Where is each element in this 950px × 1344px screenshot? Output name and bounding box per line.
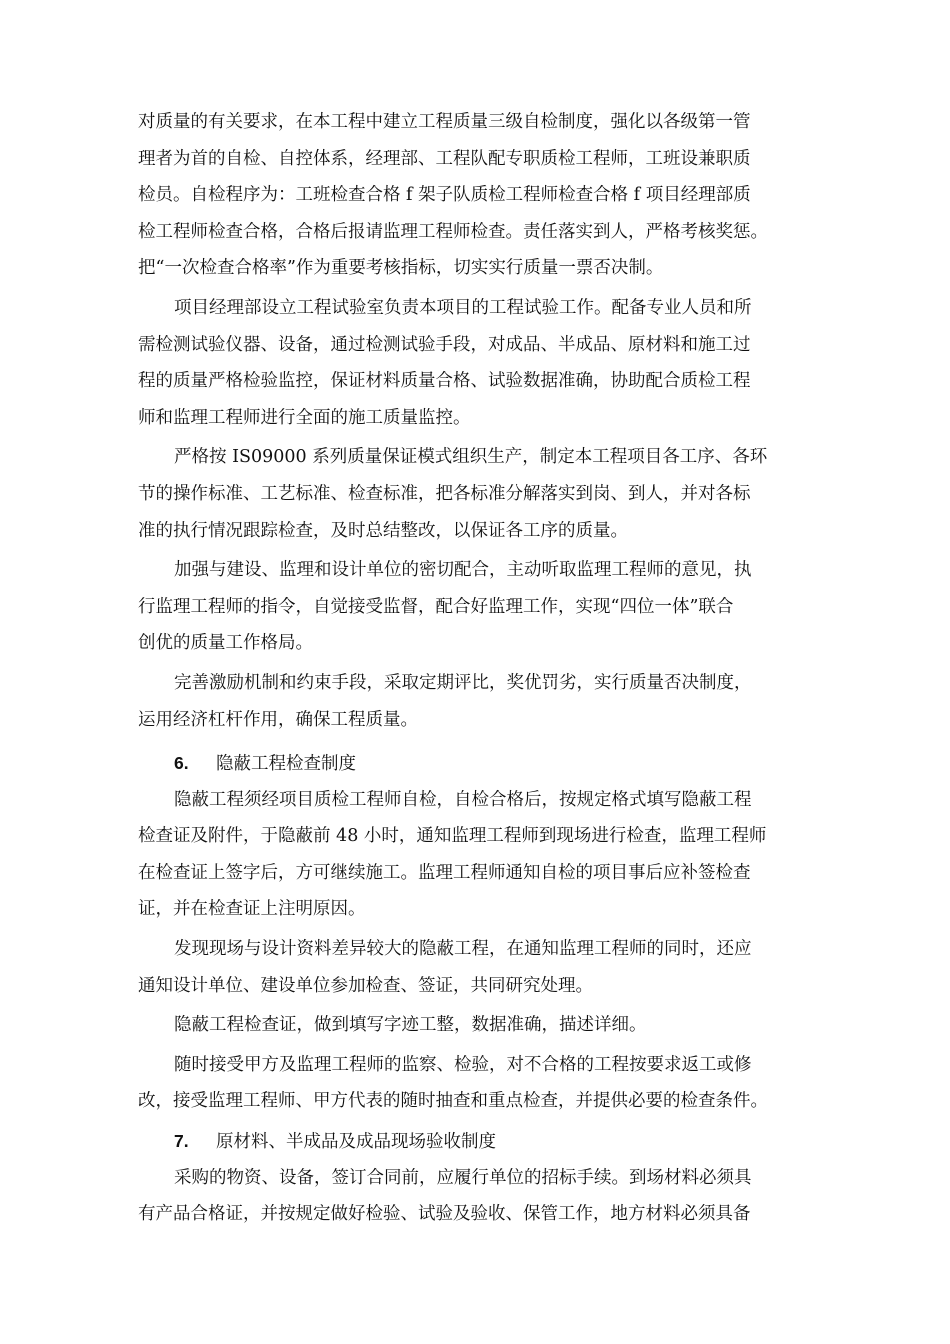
text-line: 运用经济杠杆作用，确保工程质量。 xyxy=(138,709,418,730)
text-line: 有产品合格证，并按规定做好检验、试验及验收、保管工作，地方材料必须具备 xyxy=(138,1204,751,1225)
paragraph xyxy=(138,931,828,1004)
paragraph xyxy=(138,1160,828,1233)
paragraph xyxy=(138,1047,828,1120)
text-line: 师和监理工程师进行全面的施工质量监控。 xyxy=(138,407,471,428)
text-line: 采购的物资、设备，签订合同前，应履行单位的招标手续。到场材料必须具 xyxy=(174,1167,752,1188)
text-line: 把“一次检查合格率”作为重要考核指标，切实实行质量一票否决制。 xyxy=(138,258,664,279)
text-line: 改，接受监理工程师、甲方代表的随时抽查和重点检查，并提供必要的检查条件。 xyxy=(138,1091,768,1112)
paragraph xyxy=(138,1007,828,1044)
section-title: 隐蔽工程检查制度 xyxy=(216,754,356,775)
paragraph xyxy=(138,665,828,738)
text-line: 理者为首的自检、自控体系，经理部、工程队配专职质检工程师，工班设兼职质 xyxy=(138,148,751,169)
paragraph xyxy=(138,782,828,928)
text-line: 隐蔽工程须经项目质检工程师自检，自检合格后，按规定格式填写隐蔽工程 xyxy=(174,789,752,810)
section-number: 7. xyxy=(174,1131,189,1152)
text-line: 检工程师检查合格，合格后报请监理工程师检查。责任落实到人，严格考核奖惩。 xyxy=(138,221,768,242)
section-heading xyxy=(138,1123,828,1160)
section-heading xyxy=(138,745,828,782)
text-line: 准的执行情况跟踪检查，及时总结整改，以保证各工序的质量。 xyxy=(138,520,628,541)
text-line: 隐蔽工程检查证，做到填写字迹工整，数据准确，描述详细。 xyxy=(174,1015,647,1036)
text-line: 严格按 IS09000 系列质量保证模式组织生产，制定本工程项目各工序、各环 xyxy=(174,447,768,468)
text-line: 随时接受甲方及监理工程师的监察、检验，对不合格的工程按要求返工或修 xyxy=(174,1054,752,1075)
paragraph xyxy=(138,104,828,287)
text-line: 完善激励机制和约束手段，采取定期评比，奖优罚劣，实行质量否决制度， xyxy=(174,672,752,693)
document-body xyxy=(138,104,828,1233)
text-line: 创优的质量工作格局。 xyxy=(138,633,313,654)
text-line: 行监理工程师的指令，自觉接受监督，配合好监理工作，实现“四位一体”联合 xyxy=(138,596,734,617)
section-number: 6. xyxy=(174,753,189,774)
section-title: 原材料、半成品及成品现场验收制度 xyxy=(216,1132,496,1153)
text-line: 检查证及附件，于隐蔽前 48 小时，通知监理工程师到现场进行检查，监理工程师 xyxy=(138,826,767,847)
paragraph xyxy=(138,290,828,436)
paragraph xyxy=(138,439,828,549)
text-line: 需检测试验仪器、设备，通过检测试验手段，对成品、半成品、原材料和施工过 xyxy=(138,334,751,355)
text-line: 对质量的有关要求，在本工程中建立工程质量三级自检制度，强化以各级第一管 xyxy=(138,112,751,132)
text-line: 证，并在检查证上注明原因。 xyxy=(138,899,366,920)
text-line: 加强与建设、监理和设计单位的密切配合，主动听取监理工程师的意见，执 xyxy=(174,560,752,581)
text-line: 检员。自检程序为：工班检查合格 f 架子队质检工程师检查合格 f 项目经理部质 xyxy=(138,185,751,206)
text-line: 节的操作标准、工艺标准、检查标准，把各标准分解落实到岗、到人，并对各标 xyxy=(138,483,751,504)
text-line: 项目经理部设立工程试验室负责本项目的工程试验工作。配备专业人员和所 xyxy=(174,297,752,318)
text-line: 发现现场与设计资料差异较大的隐蔽工程，在通知监理工程师的同时，还应 xyxy=(174,939,752,960)
text-line: 通知设计单位、建设单位参加检查、签证，共同研究处理。 xyxy=(138,975,593,996)
paragraph xyxy=(138,552,828,662)
text-line: 在检查证上签字后，方可继续施工。监理工程师通知自检的项目事后应补签检查 xyxy=(138,862,751,883)
text-line: 程的质量严格检验监控，保证材料质量合格、试验数据准确，协助配合质检工程 xyxy=(138,371,751,392)
